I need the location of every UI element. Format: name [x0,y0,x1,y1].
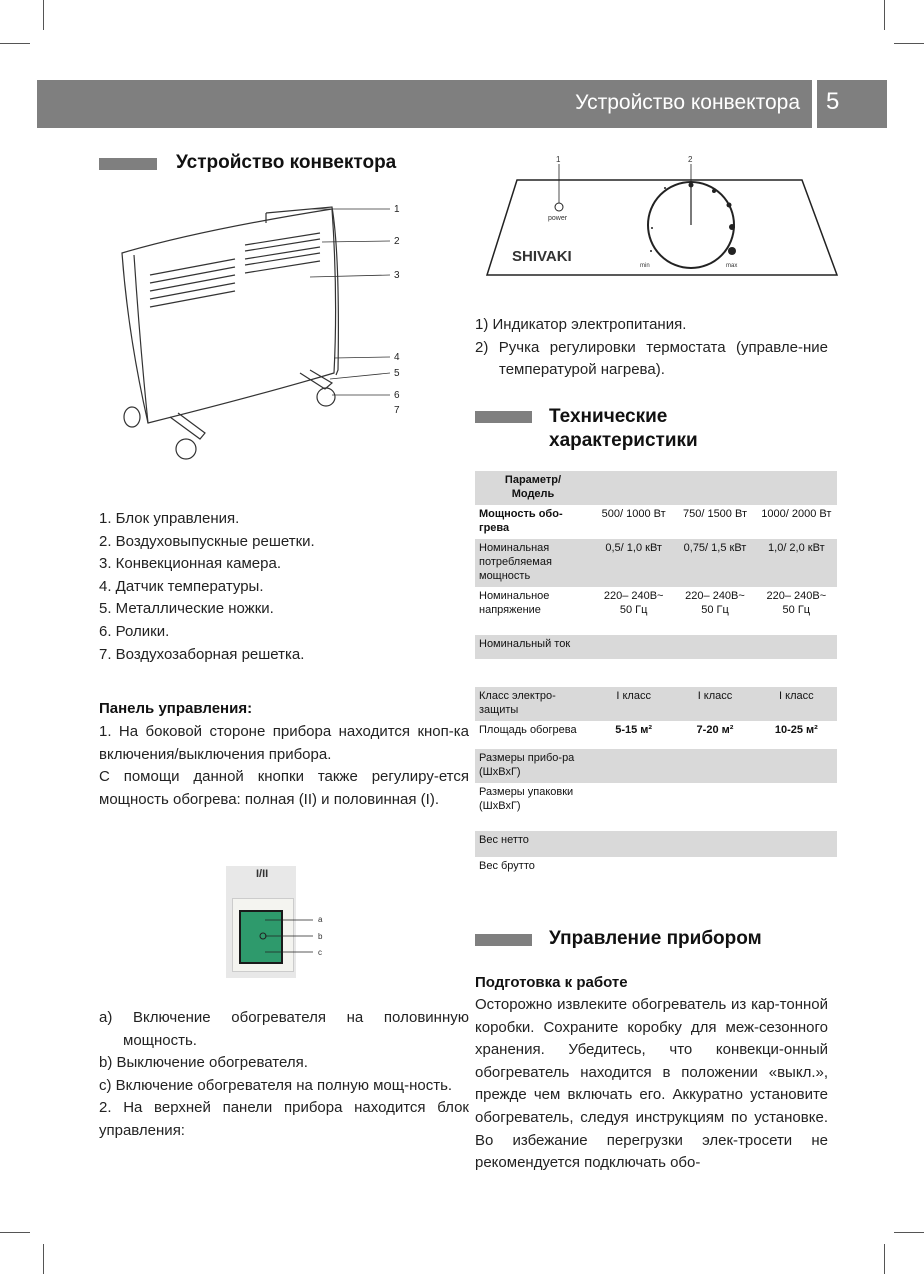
crop-mark [43,0,44,30]
table-cell: 220– 240В~ 50 Гц [766,590,827,616]
table-cell [756,749,837,783]
row-label [475,659,593,687]
crop-mark [894,1232,924,1233]
top-callout-1: 1 [556,155,561,164]
table-cell [756,857,837,883]
list-item: b) Выключение обогревателя. [99,1054,308,1072]
table-row [475,587,837,635]
parts-list [99,508,459,666]
table-cell [756,831,837,857]
table-cell [593,749,674,783]
switch-callout-c: c [318,948,322,957]
table-cell [674,635,755,659]
row-label: Номинальная потребляемая мощность [475,539,593,587]
table-cell: 500/ 1000 Вт [601,508,666,520]
crop-mark [884,0,885,30]
table-row [475,505,837,539]
section-title-specs [549,405,698,453]
table-cell [674,659,755,687]
table-cell: I класс [593,687,674,721]
row-label: Площадь обогрева [479,724,577,736]
control-panel-text-1: 1. На боковой стороне прибора находится кноп-ка включения/выключения прибора. [99,723,469,763]
row-label: Мощность обо-грева [479,508,563,534]
table-cell [756,635,837,659]
header-text: Параметр/ Модель [504,474,562,500]
page-number: 5 [826,88,840,115]
list-item: 3. Конвекционная камера. [99,555,281,573]
section-title-operation: Управление прибором [549,928,762,949]
row-label: Размеры прибо-ра (ШхВхГ) [475,749,593,783]
table-cell: 0,75/ 1,5 кВт [674,539,755,587]
section-title-device: Устройство конвектора [176,152,397,173]
table-cell [593,783,674,831]
specs-table [475,471,837,883]
table-row [475,721,837,749]
row-label: Класс электро-защиты [475,687,593,721]
table-cell: 7-20 м² [696,724,734,736]
table-row [475,539,837,587]
top-callout-2: 2 [688,155,693,164]
header-separator [812,80,817,128]
table-cell: 750/ 1500 Вт [682,508,747,520]
operation-subtitle: Подготовка к работе [475,974,628,991]
table-cell: I класс [674,687,755,721]
list-item: 2. Воздуховыпускные решетки. [99,532,315,550]
specs-title-line1: Технические [549,406,668,427]
table-row [475,687,837,721]
callout-2: 2 [394,236,400,247]
callout-3: 3 [394,270,400,281]
table-row [475,857,837,883]
table-cell [593,659,674,687]
switch-modes-list [99,1007,469,1143]
table-cell [674,783,755,831]
list-item: 1. Блок управления. [99,510,240,527]
section-marker [475,934,532,946]
control-panel-text-2: С помощи данной кнопки также регулиру-ется мощность обогрева: полная (II) и половинная (I). [99,768,469,808]
switch-callout-b: b [318,932,323,941]
list-item: 4. Датчик температуры. [99,577,264,595]
callout-4: 4 [394,352,400,363]
table-cell: 220– 240В~ 50 Гц [685,590,745,616]
list-item: 1) Индикатор электропитания. [475,316,687,333]
crop-mark [0,1232,30,1233]
table-cell: 220– 240В~ 50 Гц [603,590,664,616]
page-header-title: Устройство конвектора [575,91,800,114]
max-label: max [726,263,738,269]
row-label: Номинальный ток [475,635,593,659]
table-cell [756,659,837,687]
table-cell [674,749,755,783]
table-cell [674,857,755,883]
callout-5: 5 [394,368,400,379]
switch-label: I/II [256,868,269,880]
callout-7: 7 [394,405,400,416]
specs-title-line2: характеристики [549,430,698,451]
list-item: 2) Ручка регулировки термостата (управле-ние температурой нагрева). [475,338,828,379]
row-label: Вес нетто [475,831,593,857]
crop-mark [0,43,30,44]
table-header-row [475,471,837,505]
row-label: Вес брутто [479,860,535,872]
list-item: 5. Металлические ножки. [99,600,274,618]
crop-mark [894,43,924,44]
table-cell: 0,5/ 1,0 кВт [593,539,674,587]
table-row [475,831,837,857]
table-cell [593,635,674,659]
control-panel-title: Панель управления: [99,700,253,717]
operation-text: Осторожно извлеките обогреватель из кар-тонной коробки. Сохраните коробку для меж-сезонного хранения. Убедитесь, что конвекци-онный обогреватель находится в положении «выкл.», прежде чем включать его. Аккуратно установите обогреватель, следуя инструкциям по установке. Во избежание перегрузки элек-тросети не рекомендуется подключать обо- [475,996,828,1172]
table-cell: 1000/ 2000 Вт [761,508,832,520]
list-item: c) Включение обогревателя на полную мощ-ность. [99,1076,453,1094]
list-item: 6. Ролики. [99,622,170,640]
top-panel-diagram [482,150,842,280]
table-cell [756,783,837,831]
table-cell [674,831,755,857]
crop-mark [43,1244,44,1274]
power-label: power [548,215,568,222]
table-row [475,659,837,687]
min-label: min [640,263,650,269]
table-header-cell [475,471,837,505]
callout-1: 1 [394,204,400,215]
switch-callout-a: a [318,915,323,924]
list-item: 7. Воздухозаборная решетка. [99,645,305,663]
table-cell: 10-25 м² [774,724,818,736]
table-cell [593,831,674,857]
table-cell: 1,0/ 2,0 кВт [756,539,837,587]
top-panel-list [475,314,828,382]
callout-6: 6 [394,390,400,401]
crop-mark [884,1244,885,1274]
control-panel-text-3: 2. На верхней панели прибора находится блок управления: [99,1099,469,1139]
convector-diagram [100,195,420,470]
table-row [475,635,837,659]
table-row [475,749,837,783]
switch-callouts [255,912,335,962]
table-cell: I класс [756,687,837,721]
row-label: Размеры упаковки (ШхВхГ) [479,786,574,812]
row-label: Номинальное напряжение [479,590,550,616]
list-item: a) Включение обогревателя на половинную мощность. [99,1009,469,1049]
section-marker [475,411,532,423]
table-cell: 5-15 м² [615,724,653,736]
table-row [475,783,837,831]
table-cell [593,857,674,883]
brand-logo: SHIVAKI [512,248,572,265]
section-marker [99,158,157,170]
